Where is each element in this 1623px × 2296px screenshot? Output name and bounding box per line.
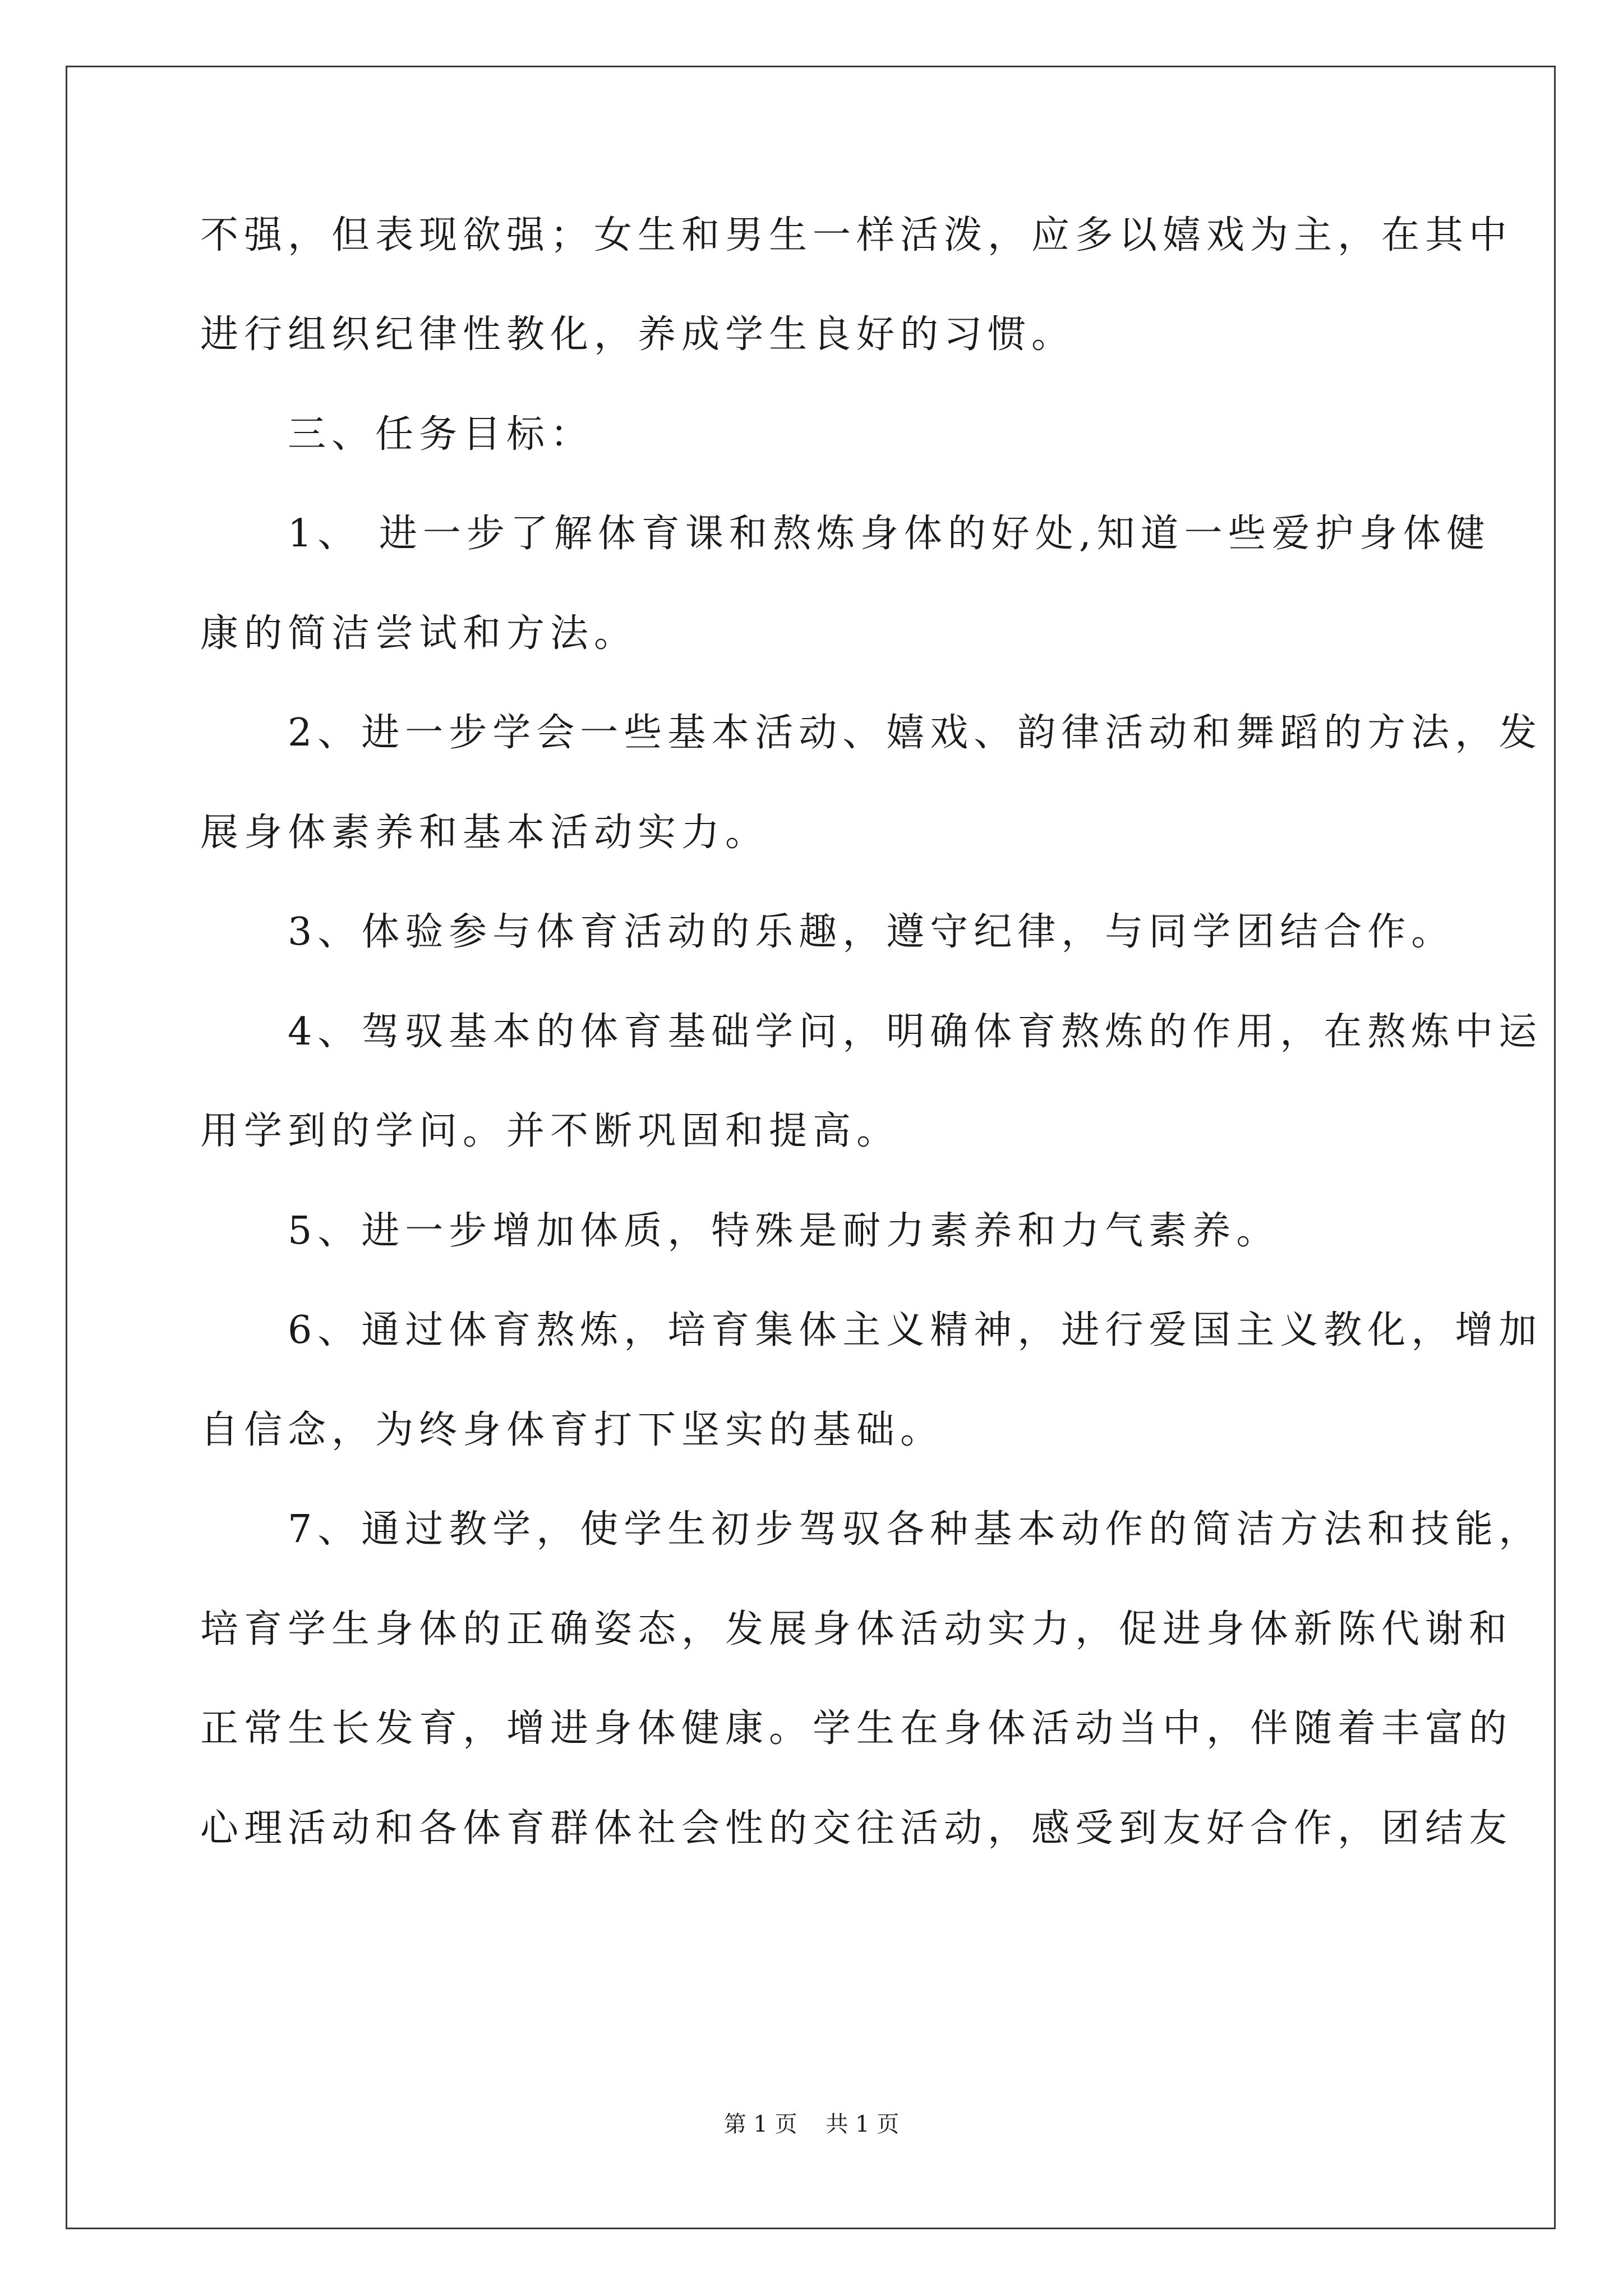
text-line: 6、通过体育熬炼，培育集体主义精神，进行爱国主义教化，增加 [200, 1308, 1543, 1352]
text-line: 正常生长发育，增进身体健康。学生在身体活动当中，伴随着丰富的 [200, 1706, 1513, 1751]
text-line: 心理活动和各体育群体社会性的交往活动，感受到友好合作，团结友 [200, 1806, 1513, 1851]
text-line: 不强，但表现欲强；女生和男生一样活泼，应多以嬉戏为主，在其中 [200, 213, 1513, 257]
text-line: 2、进一步学会一些基本活动、嬉戏、韵律活动和舞蹈的方法，发 [200, 711, 1543, 755]
text-line: 康的简洁尝试和方法。 [200, 611, 638, 656]
text-line: 用学到的学问。并不断巩固和提高。 [200, 1109, 901, 1153]
text-line: 4、驾驭基本的体育基础学问，明确体育熬炼的作用，在熬炼中运 [200, 1010, 1543, 1054]
text-line: 进行组织纪律性教化，养成学生良好的习惯。 [200, 312, 1076, 357]
text-line: 培育学生身体的正确姿态，发展身体活动实力，促进身体新陈代谢和 [200, 1607, 1513, 1651]
text-line: 7、通过教学，使学生初步驾驭各种基本动作的简洁方法和技能， [200, 1507, 1543, 1552]
section-heading: 三、任务目标： [200, 412, 594, 457]
text-line: 展身体素养和基本活动实力。 [200, 811, 769, 855]
text-line: 5、进一步增加体质，特殊是耐力素养和力气素养。 [200, 1209, 1280, 1253]
text-line: 自信念，为终身体育打下坚实的基础。 [200, 1408, 944, 1452]
text-line: 3、体验参与体育活动的乐趣，遵守纪律，与同学团结合作。 [200, 910, 1455, 954]
text-line: 1、 进一步了解体育课和熬炼身体的好处,知道一些爱护身体健 [200, 512, 1491, 556]
page-number-footer: 第 1 页 共 1 页 [723, 2111, 900, 2137]
